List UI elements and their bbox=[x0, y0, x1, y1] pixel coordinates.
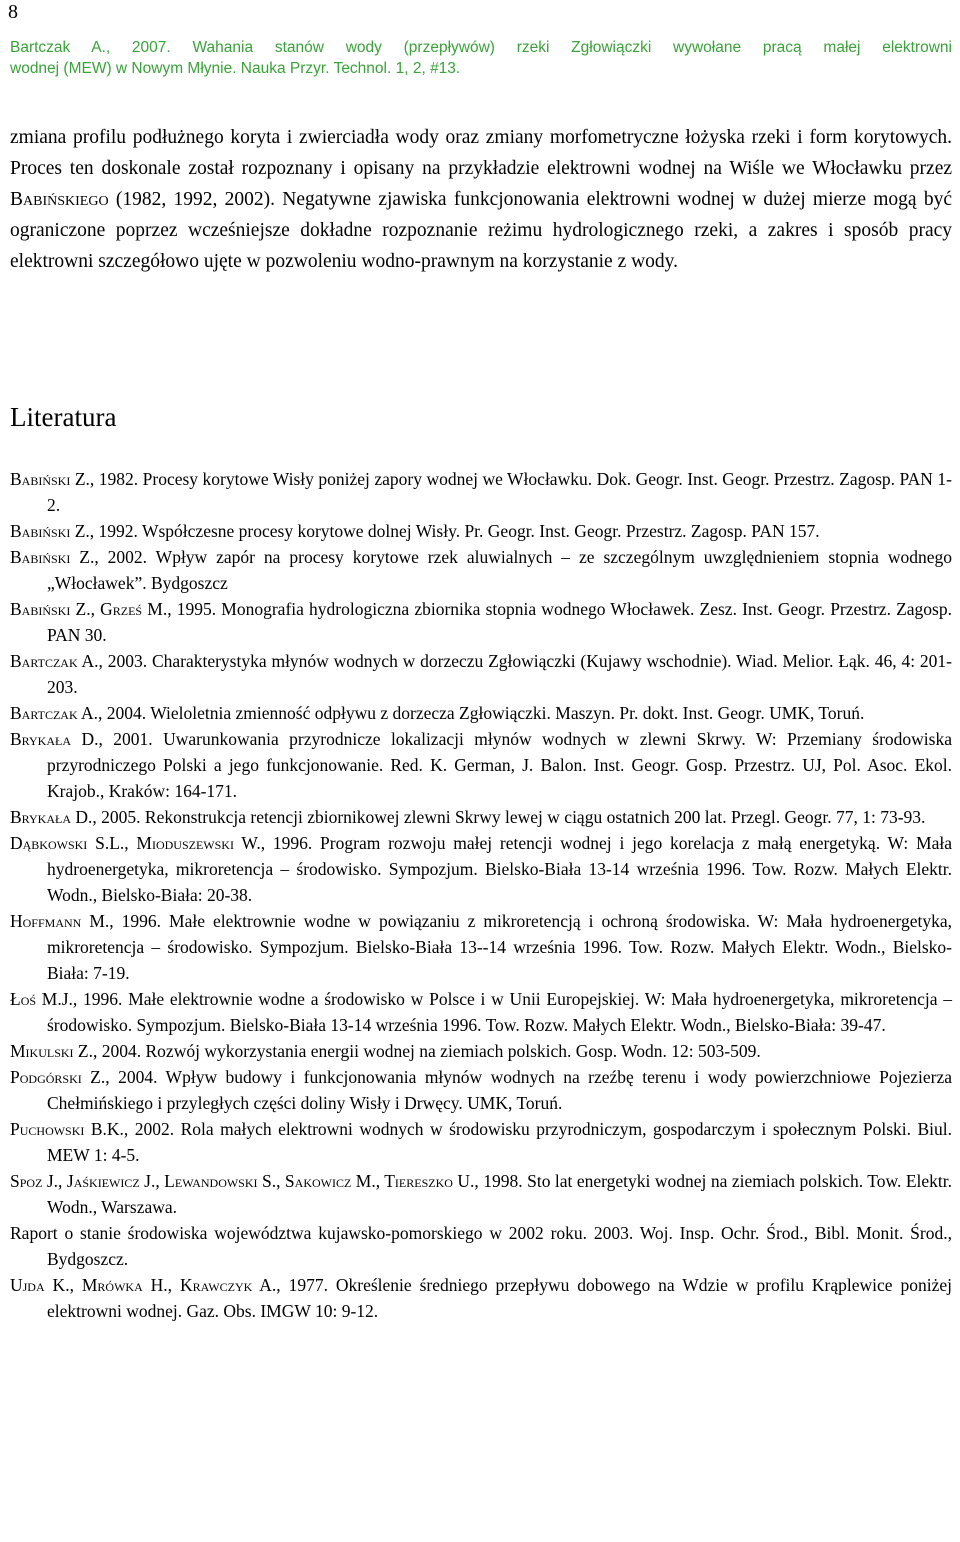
reference-authors: Bartczak A. bbox=[10, 703, 99, 723]
reference-authors: Brykała D. bbox=[10, 729, 99, 749]
reference-text: , 2003. Charakterystyka młynów wodnych w dorzeczu Zgłowiączki (Kujawy wschodnie). Wiad. Melior. Łąk. 46, 4: 201-203. bbox=[47, 651, 953, 697]
reference-text: , 2005. Rekonstrukcja retencji zbiornikowej zlewni Skrwy lewej w ciągu ostatnich 200 lat. Przegl. Geogr. 77, 1: 73-93. bbox=[92, 807, 926, 827]
reference-text: , 1998. Sto lat energetyki wodnej na ziemiach polskich. Tow. Elektr. Wodn., Warszawa. bbox=[47, 1171, 953, 1217]
reference-item bbox=[10, 544, 952, 596]
reference-item bbox=[10, 1272, 952, 1324]
page-number: 8 bbox=[8, 1, 18, 23]
reference-item bbox=[10, 804, 952, 830]
reference-item bbox=[10, 1116, 952, 1168]
paragraph-text-end: (1982, 1992, 2002). Negatywne zjawiska funkcjonowania elektrowni wodnej w dużej mierze mogą być ograniczone poprzez wcześniejsze dokładne rozpoznanie reżimu hydrologicznego rzeki, a zakres i sposób pracy elektrowni szczegółowo ujęte w pozwoleniu wodno-prawnym na korzystanie z wody. bbox=[10, 189, 952, 272]
reference-list bbox=[10, 466, 952, 1324]
reference-text: , 1995. Monografia hydrologiczna zbiornika stopnia wodnego Włocławek. Zesz. Inst. Geogr. Przestrz. Zagosp. PAN 30. bbox=[47, 599, 952, 645]
reference-text: , 1977. Określenie średniego przepływu dobowego na Wdzie w profilu Krąplewice poniżej elektrowni wodnej. Gaz. Obs. IMGW 10: 9-12. bbox=[47, 1275, 952, 1321]
reference-authors: Brykała D. bbox=[10, 807, 93, 827]
reference-text: , 1982. Procesy korytowe Wisły poniżej zapory wodnej we Włocławku. Dok. Geogr. Inst. Geogr. Przestrz. Zagosp. PAN 1-2. bbox=[47, 469, 953, 515]
reference-text: , 1996. Małe elektrownie wodne a środowisko w Polsce i w Unii Europejskiej. W: Mała hydroenergetyka, mikroretencja – środowisko. Sympozjum. Bielsko-Biała 13-14 września 1996. Tow. Rozw. Małych Elektr. Wodn., Bielsko-Biała: 39-47. bbox=[47, 989, 952, 1035]
reference-authors: Ujda K., Mrówka H., Krawczyk A. bbox=[10, 1275, 277, 1295]
reference-text: , 1996. Małe elektrownie wodne w powiązaniu z mikroretencją i ochroną środowiska. W: Mała hydroenergetyka, mikroretencja – środowisko. Sympozjum. Bielsko-Biała 13--14 września 1996. Tow. Rozw. Małych Elektr. Wodn., Bielsko-Biała: 7-19. bbox=[47, 911, 952, 983]
reference-text: , 2004. Wieloletnia zmienność odpływu z dorzecza Zgłowiączki. Maszyn. Pr. dokt. Inst. Geogr. UMK, Toruń. bbox=[98, 703, 865, 723]
paragraph-text-start: zmiana profilu podłużnego koryta i zwierciadła wody oraz zmiany morfometryczne łożyska rzeki i form korytowych. Proces ten doskonale został rozpoznany i opisany na przykładzie elektrowni wodnej na Wiśle we Włocławku przez bbox=[10, 127, 952, 179]
reference-text: , 2004. Wpływ budowy i funkcjonowania młynów wodnych na rzeźbę terenu i wody powierzchniowe Pojezierza Chełmińskiego i przyległych części doliny Wisły i Drwęcy. UMK, Toruń. bbox=[47, 1067, 952, 1113]
reference-authors: Babiński Z., Grześ M. bbox=[10, 599, 168, 619]
running-header-line-2: wodnej (MEW) w Nowym Młynie. Nauka Przyr. Technol. 1, 2, #13. bbox=[10, 60, 461, 77]
reference-item bbox=[10, 908, 952, 986]
reference-item bbox=[10, 986, 952, 1038]
reference-authors: Spoz J., Jaśkiewicz J., Lewandowski S., Sakowicz M., Tiereszko U. bbox=[10, 1171, 475, 1191]
reference-authors: Babiński Z. bbox=[10, 521, 90, 541]
reference-authors: Hoffmann M. bbox=[10, 911, 110, 931]
cited-author: Babińskiego bbox=[10, 189, 109, 210]
reference-item bbox=[10, 1168, 952, 1220]
reference-text: , 2002. Wpływ zapór na procesy korytowe rzek aluwialnych – ze szczególnym uwzględnieniem stopnia wodnego „Włocławek”. Bydgoszcz bbox=[47, 547, 953, 593]
reference-authors: Bartczak A. bbox=[10, 651, 99, 671]
reference-authors: Puchowski B.K. bbox=[10, 1119, 124, 1139]
reference-authors: Dąbkowski S.L., Mioduszewski W. bbox=[10, 833, 261, 853]
running-header-line-1: Bartczak A., 2007. Wahania stanów wody (przepływów) rzeki Zgłowiączki wywołane pracą małej elektrowni bbox=[10, 39, 952, 56]
reference-item bbox=[10, 518, 952, 544]
reference-text: Raport o stanie środowiska województwa kujawsko-pomorskiego w 2002 roku. 2003. Woj. Insp. Ochr. Środ., Bibl. Monit. Środ., Bydgoszcz. bbox=[10, 1223, 952, 1269]
section-title: Literatura bbox=[10, 402, 117, 432]
reference-authors: Babiński Z. bbox=[10, 547, 95, 567]
reference-authors: Mikulski Z. bbox=[10, 1041, 93, 1061]
reference-text: , 2004. Rozwój wykorzystania energii wodnej na ziemiach polskich. Gosp. Wodn. 12: 503-509. bbox=[93, 1041, 761, 1061]
reference-authors: Łoś M.J. bbox=[10, 989, 73, 1009]
reference-authors: Podgórski Z. bbox=[10, 1067, 106, 1087]
reference-authors: Babiński Z. bbox=[10, 469, 90, 489]
reference-item bbox=[10, 1038, 952, 1064]
body-paragraph bbox=[10, 122, 952, 277]
reference-item bbox=[10, 726, 952, 804]
reference-text: , 2001. Uwarunkowania przyrodnicze lokalizacji młynów wodnych w zlewni Skrwy. W: Przemiany środowiska przyrodniczego Polski a jego funkcjonowanie. Red. K. German, J. Balon. Inst. Geogr. Gosp. Przestrz. UJ, Pol. Asoc. Ekol. Krajob., Kraków: 164-171. bbox=[47, 729, 953, 801]
reference-item bbox=[10, 1064, 952, 1116]
reference-item bbox=[10, 596, 952, 648]
reference-text: , 1996. Program rozwoju małej retencji wodnej i jego korelacja z małą energetyką. W: Mała hydroenergetyka, mikroretencja – środowisko. Sympozjum. Bielsko-Biała 13-14 września 1996. Tow. Rozw. Małych Elektr. Wodn., Bielsko-Biała: 20-38. bbox=[47, 833, 953, 905]
reference-item bbox=[10, 648, 952, 700]
body-text bbox=[10, 122, 952, 277]
reference-item bbox=[10, 466, 952, 518]
reference-item bbox=[10, 1220, 952, 1272]
running-header bbox=[10, 37, 952, 79]
reference-item bbox=[10, 700, 952, 726]
reference-text: , 2002. Rola małych elektrowni wodnych w środowisku przyrodniczym, gospodarczym i społecznym Polski. Biul. MEW 1: 4-5. bbox=[47, 1119, 952, 1165]
reference-text: , 1992. Współczesne procesy korytowe dolnej Wisły. Pr. Geogr. Inst. Geogr. Przestrz. Zagosp. PAN 157. bbox=[89, 521, 820, 541]
reference-item bbox=[10, 830, 952, 908]
